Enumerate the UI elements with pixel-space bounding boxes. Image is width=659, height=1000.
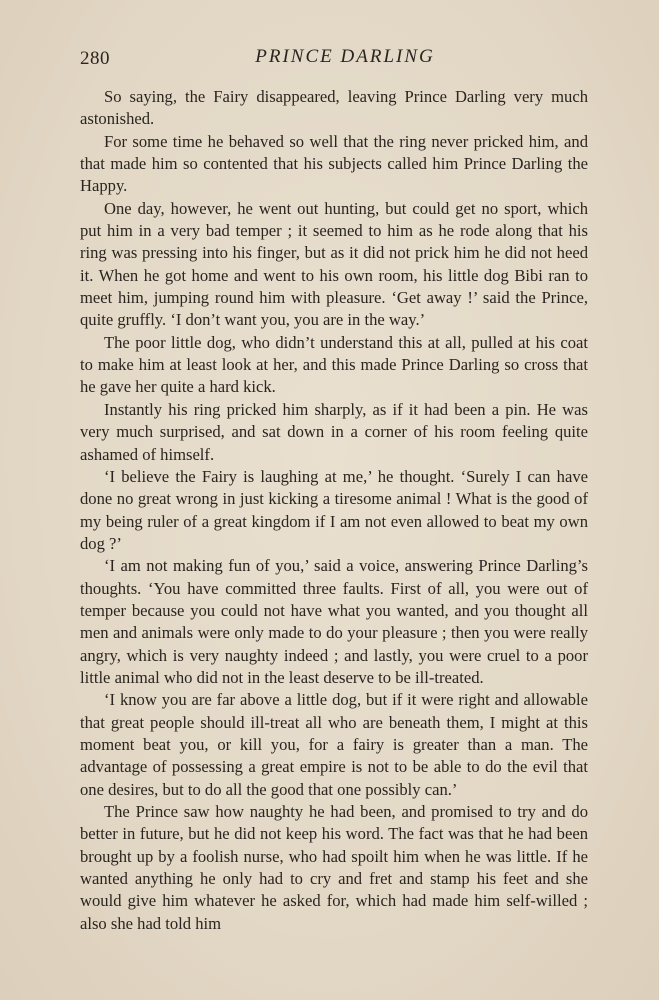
- page-header: [80, 46, 590, 72]
- page-number: 280: [80, 48, 110, 69]
- paragraph: One day, however, he went out hunting, but could get no sport, which put him in a very bad temper ; it seemed to him as he rode along that his ring was pressing into his finger, but as it did not prick him he did not heed it. When he got home and went to his own room, his little dog Bibi ran to meet him, jumping round him with pleasure. ‘Get away !’ said the Prince, quite gruffly. ‘I don’t want you, you are in the way.’: [80, 198, 588, 330]
- body-text: [80, 86, 588, 935]
- paragraph: ‘I am not making fun of you,’ said a voice, answering Prince Darling’s thoughts. ‘You have committed three faults. First of all, you were out of temper because you could not have what you wanted, and you thought all men and animals were only made to do your pleasure ; then you were really angry, which is very naughty indeed ; and lastly, you were cruel to a poor little animal who did not in the least deserve to be ill-treated.: [80, 556, 588, 687]
- paragraph: The poor little dog, who didn’t understand this at all, pulled at his coat to make him at least look at her, and this made Prince Darling so cross that he gave her quite a hard kick.: [80, 332, 588, 397]
- running-title: PRINCE DARLING: [255, 46, 435, 67]
- paragraph: ‘I know you are far above a little dog, but if it were right and allowable that great people should ill-treat all who are beneath them, I might at this moment beat you, or kill you, for a fairy is greater than a man. The advantage of possessing a great empire is not to be able to do the evil that one desires, but to do all the good that one possibly can.’: [80, 690, 588, 799]
- paragraph: The Prince saw how naughty he had been, and promised to try and do better in future, but he did not keep his word. The fact was that he had been brought up by a foolish nurse, who had spoilt him when he was little. If he wanted anything he only had to cry and fret and stamp his feet and she would give him whatever he asked for, which had made him self-willed ; also she had told him: [80, 802, 588, 933]
- paragraph: So saying, the Fairy disappeared, leaving Prince Darling very much astonished.: [80, 87, 588, 129]
- paragraph: Instantly his ring pricked him sharply, as if it had been a pin. He was very much surprised, and sat down in a corner of his room feeling quite ashamed of himself.: [80, 399, 588, 464]
- paragraph: For some time he behaved so well that the ring never pricked him, and that made him so contented that his subjects called him Prince Darling the Happy.: [80, 131, 588, 196]
- paragraph: ‘I believe the Fairy is laughing at me,’ he thought. ‘Surely I can have done no great wrong in just kicking a tiresome animal ! What is the good of my being ruler of a great kingdom if I am not even allowed to beat my own dog ?’: [80, 466, 588, 553]
